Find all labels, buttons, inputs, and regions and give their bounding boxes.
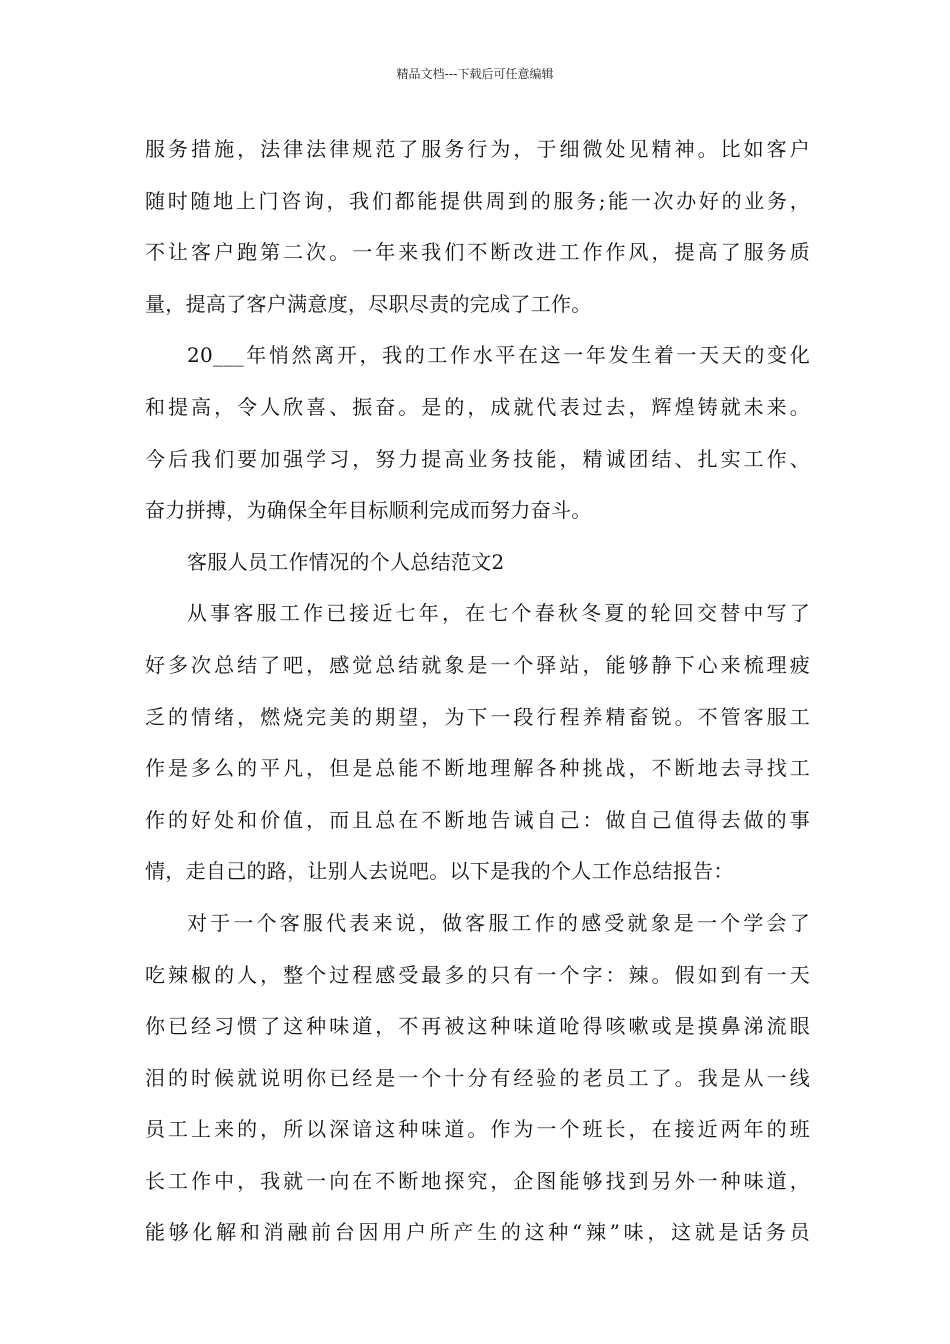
section-title: 客服人员工作情况的个人总结范文2 [187, 549, 505, 574]
text-line: 作是多么的平凡，但是总能不断地理解各种挑战，不断地去寻找工 [145, 756, 810, 781]
text-line: 和提高，令人欣喜、振奋。是的，成就代表过去，辉煌铸就未来。 [145, 394, 810, 419]
text-line: 能够化解和消融前台因用户所产生的这种“辣”味，这就是话务员 [145, 1220, 810, 1245]
text-line: 作的好处和价值，而且总在不断地告诫自己：做自己值得去做的事 [145, 807, 810, 832]
text-line: 从事客服工作已接近七年，在七个春秋冬夏的轮回交替中写了 [187, 601, 810, 626]
text-line: 你已经习惯了这种味道，不再被这种味道呛得咳嗽或是摸鼻涕流眼 [145, 1014, 810, 1039]
text-line: 好多次总结了吧，感觉总结就象是一个驿站，能够静下心来梳理疲 [145, 652, 810, 677]
text-line: 对于一个客服代表来说，做客服工作的感受就象是一个学会了 [187, 910, 810, 935]
paragraph-4 [145, 898, 810, 1259]
paragraph-3 [145, 588, 810, 898]
section-heading [145, 537, 810, 589]
text-line: 泪的时候就说明你已经是一个十分有经验的老员工了。我是从一线 [145, 1065, 810, 1090]
text-line: 情，走自己的路，让别人去说吧。以下是我的个人工作总结报告： [145, 859, 734, 884]
text-line: 20___年悄然离开，我的工作水平在这一年发生着一天天的变化 [187, 343, 810, 368]
text-line: 长工作中，我就一向在不断地探究，企图能够找到另外一种味道， [145, 1168, 810, 1193]
paragraph-2 [145, 330, 810, 536]
text-line: 员工上来的，所以深谙这种味道。作为一个班长，在接近两年的班 [145, 1117, 810, 1142]
text-line: 服务措施，法律法律规范了服务行为，于细微处见精神。比如客户 [145, 137, 810, 161]
text-line: 随时随地上门咨询，我们都能提供周到的服务;能一次办好的业务， [145, 188, 810, 213]
page-header: 精品文档---下载后可任意编辑 [396, 67, 554, 81]
text-line: 乏的情绪，燃烧完美的期望，为下一段行程养精畜锐。不管客服工 [145, 704, 810, 729]
text-line: 今后我们要加强学习，努力提高业务技能，精诚团结、扎实工作、 [145, 446, 810, 471]
text-line: 吃辣椒的人，整个过程感受最多的只有一个字：辣。假如到有一天 [145, 962, 810, 987]
paragraph-1 [145, 124, 810, 330]
document-body [145, 124, 810, 1259]
text-line: 不让客户跑第二次。一年来我们不断改进工作作风，提高了服务质 [145, 240, 810, 265]
text-line: 量，提高了客户满意度，尽职尽责的完成了工作。 [145, 291, 592, 316]
text-line: 奋力拼搏，为确保全年目标顺利完成而努力奋斗。 [145, 498, 592, 523]
